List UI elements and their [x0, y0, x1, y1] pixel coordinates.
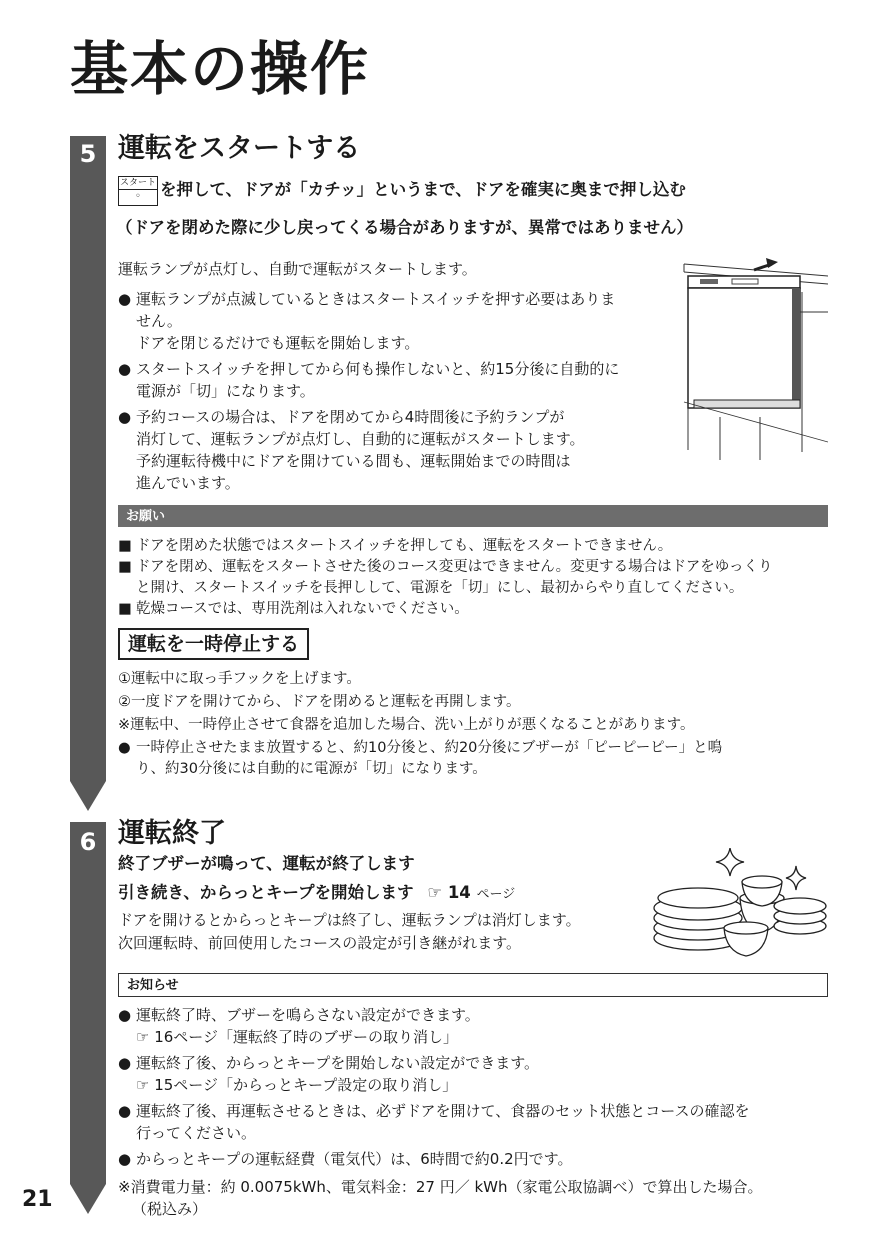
list-item: ■ ドアを閉めた状態ではスタートスイッチを押しても、運転をスタートできません。	[118, 538, 673, 554]
page-ref-unit: ページ	[476, 887, 516, 902]
dishwasher-illustration	[680, 252, 828, 460]
step5-number: 5	[79, 140, 97, 168]
step5-intro: 運転ランプが点灯し、自動で運転がスタートします。	[118, 260, 477, 278]
step5-note: （ドアを閉めた際に少し戻ってくる場合がありますが、異常ではありません）	[116, 218, 694, 237]
step5-instruction: を押して、ドアが「カチッ」というまで、ドアを確実に奥まで押し込む	[160, 180, 686, 199]
pause-section-body	[118, 669, 830, 780]
step5-heading: 運転をスタートする	[118, 133, 361, 164]
list-item: ● スタートスイッチを押してから何も操作しないと、約15分後に自動的に 電源が「切」になります。	[118, 360, 620, 400]
dishes-illustration	[650, 848, 830, 966]
page-ref-number: 14	[447, 883, 471, 902]
pause-step-2: ②一度ドアを開けてから、ドアを閉めると運転を再開します。	[118, 694, 521, 710]
list-item: ● 運転終了時、ブザーを鳴らさない設定ができます。 ☞ 16ページ「運転終了時のブザーの取り消し」	[118, 1004, 830, 1048]
pause-caution: ※運転中、一時停止させて食器を追加した場合、洗い上がりが悪くなることがあります。	[118, 717, 695, 733]
pause-section-title: 運転を一時停止する	[118, 628, 309, 660]
page-title: 基本の操作	[70, 35, 371, 103]
page-ref-icon: ☞	[427, 883, 443, 902]
step6-desc1: ドアを開けるとからっとキープは終了し、運転ランプは消灯します。	[118, 911, 581, 929]
pause-step-1: ①運転中に取っ手フックを上げます。	[118, 671, 361, 687]
list-item: ● 運転終了後、再運転させるときは、必ずドアを開けて、食器のセット状態とコースの確認を 行ってください。	[118, 1102, 750, 1142]
page-number: 21	[22, 1187, 53, 1212]
start-key-icon: スタート ◦	[118, 176, 158, 206]
step6-line2: 引き続き、からっとキープを開始します ☞ 14 ページ	[118, 883, 516, 902]
page-ref-link[interactable]: ☞ 15ページ「からっとキープ設定の取り消し」	[136, 1076, 458, 1094]
footnote: ※消費電力量：約 0.0075kWh、電気料金：27 円／ kWh（家電公取協調べ）で算出した場合。 （税込み）	[118, 1178, 763, 1218]
list-item: ● 運転終了後、からっとキープを開始しない設定ができます。 ☞ 15ページ「からっとキープ設定の取り消し」	[118, 1052, 830, 1096]
step5-bullets	[118, 288, 678, 494]
request-box-header	[118, 505, 828, 527]
step6-arrow	[70, 1184, 106, 1214]
step6-heading: 運転終了	[118, 818, 226, 849]
step6-bar	[70, 822, 106, 1184]
list-item: ● 一時停止させたまま放置すると、約10分後と、約20分後にブザーが「ピーピーピー」と鳴 り、約30分後には自動的に電源が「切」になります。	[118, 740, 723, 777]
request-box-title: お願い	[126, 509, 166, 524]
list-item: ■ ドアを閉め、運転をスタートさせた後のコース変更はできません。変更する場合はドアをゆっくり と開け、スタートスイッチを長押しして、電源を「切」にし、最初からやり直してください。	[118, 559, 773, 596]
step6-number: 6	[79, 828, 97, 856]
list-item: ● 予約コースの場合は、ドアを閉めてから4時間後に予約ランプが 消灯して、運転ランプが点灯し、自動的に運転がスタートします。 予約運転待機中にドアを開けている間も、運転開始までの時間は 進んでいます。	[118, 408, 585, 492]
request-box-list	[118, 536, 830, 620]
list-item: ■ 乾燥コースでは、専用洗剤は入れないでください。	[118, 601, 469, 617]
step6-desc2: 次回運転時、前回使用したコースの設定が引き継がれます。	[118, 934, 522, 952]
page-ref-link[interactable]: ☞ 16ページ「運転終了時のブザーの取り消し」	[136, 1028, 459, 1046]
notice-box-list	[118, 1004, 830, 1220]
step6-line1: 終了ブザーが鳴って、運転が終了します	[118, 854, 415, 873]
step5-arrow	[70, 781, 106, 811]
notice-box-header	[118, 973, 828, 997]
list-item: ● からっとキープの運転経費（電気代）は、6時間で約0.2円です。	[118, 1150, 573, 1168]
step5-bar	[70, 136, 106, 781]
start-key-label: スタート	[119, 178, 156, 188]
list-item: ● 運転ランプが点滅しているときはスタートスイッチを押す必要はありま せん。 ドアを閉じるだけでも運転を開始します。	[118, 290, 616, 352]
notice-box-title: お知らせ	[127, 978, 179, 993]
